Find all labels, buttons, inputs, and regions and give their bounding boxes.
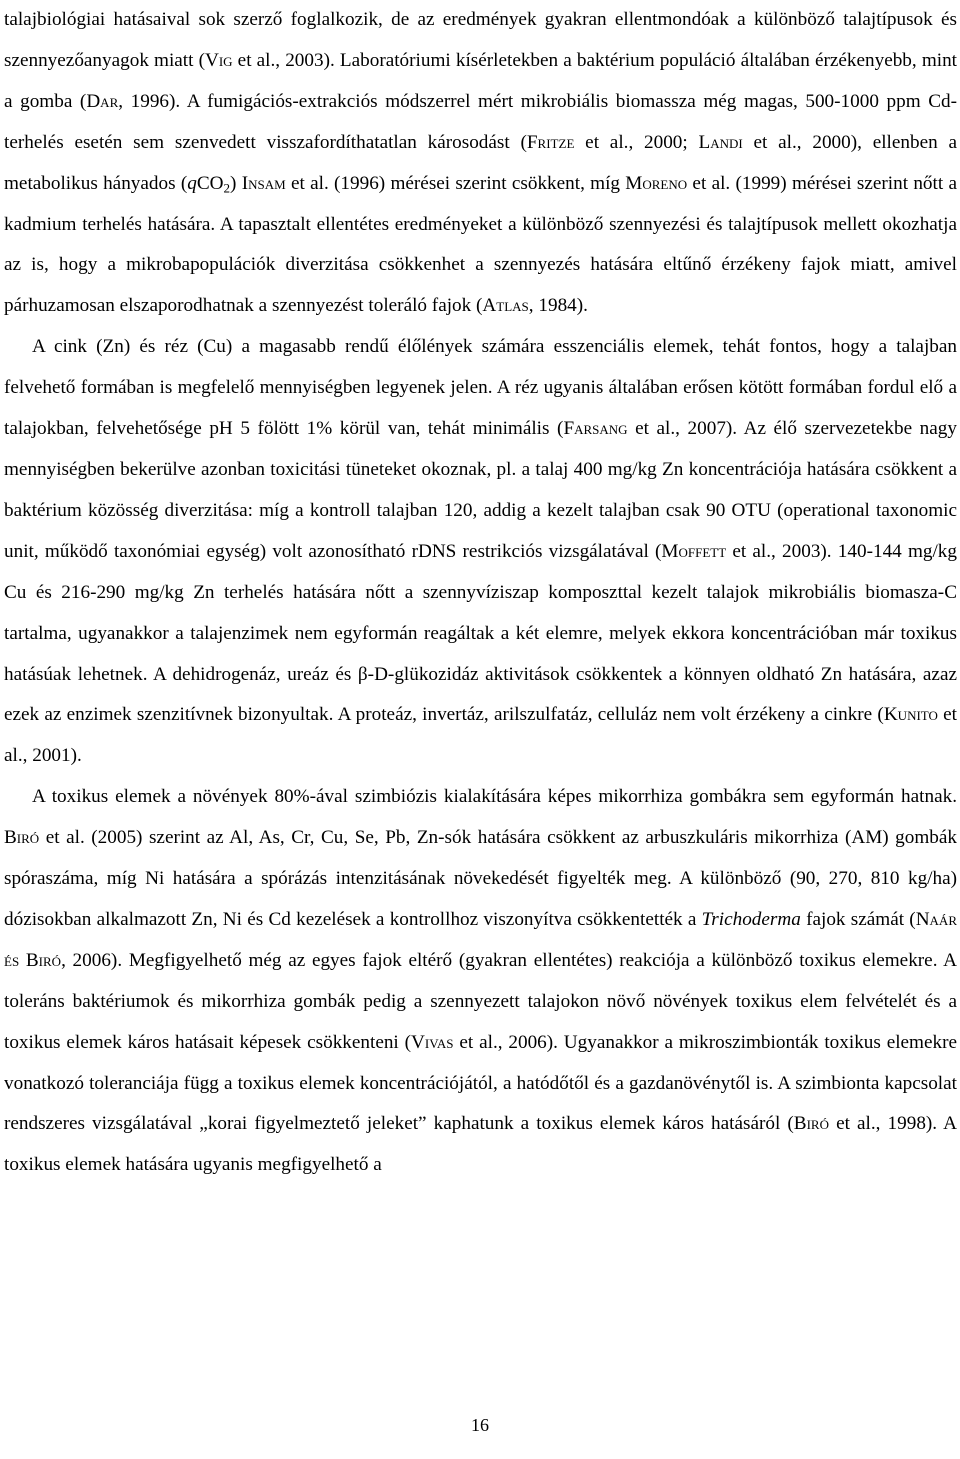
text-run: et al., 2007). Az élő szervezetekbe nagy mennyiségben bekerülve azonban toxicitási tüneteket okoznak, pl. a talaj 400 mg/kg Zn koncentrációja hatására csökkent a baktérium közösség diverzitása: míg a kontroll talajban 120, addig a kezelt talajban csak 90 OTU (operational taxonomic unit, működő taxonómiai egység) volt azonosítható rDNS restrikciós vizsgálatával ( xyxy=(4,418,957,562)
text-run: fajok számát ( xyxy=(800,908,916,930)
citation-author: Naár és Biró xyxy=(4,908,957,971)
text-run: et al., 2003). 140-144 mg/kg Cu és 216-290 mg/kg Zn terhelés hatására nőtt a szennyvíziszap komposzttal kezelt talajok mikrobiális biomasza-C tartalma, ugyanakkor a talajenzimek nem egyformán reagáltak a két elemre, melyek ekkora koncentrációban már toxikus hatásúak lehetnek. A dehidrogenáz, ureáz és β-D-glükozidáz aktivitások csökkentek a könnyen oldható Zn hatására, azaz ezek az enzimek szenzitívnek bizonyultak. A proteáz, invertáz, arilszulfatáz, celluláz nem volt érzékeny a cinkre ( xyxy=(4,540,957,726)
citation-author: Insam xyxy=(241,172,286,194)
citation-author: Dar xyxy=(86,90,119,112)
document-page xyxy=(4,0,957,1186)
citation-author: Atlas xyxy=(482,295,529,317)
text-run: et al. (2005) szerint az Al, As, Cr, Cu, Se, Pb, Zn-sók hatására csökkent az arbuszkuláris mikorrhiza (AM) gombák spóraszáma, míg Ni hatására a spórázás intenzitásának növekedését figyelték meg. A különböző (90, 270, 810 kg/ha) dózisokban alkalmazott Zn, Ni és Cd kezelések a kontrollhoz viszonyítva csökkentették a xyxy=(4,827,957,930)
page-number: 16 xyxy=(471,1415,489,1435)
citation-author: Landi xyxy=(698,131,743,153)
text-run: et al., 1998). A toxikus elemek hatására ugyanis megfigyelhető a xyxy=(4,1113,957,1176)
paragraph-zinc-copper xyxy=(4,327,957,777)
subscript: 2 xyxy=(223,179,231,195)
citation-author: Vig xyxy=(204,49,233,71)
text-run: A toxikus elemek a növények 80%-ával szimbiózis kialakítására képes mikorrhiza gombákra sem egyformán hatnak. xyxy=(32,786,957,808)
text-run: , 2006). Megfigyelhető még az egyes fajok eltérő (gyakran ellentétes) reakciója a különböző toxikus elemekre. A toleráns baktériumok és mikorrhiza gombák pedig a szennyezett talajokon növő növények toxikus elem felvételét és a toxikus elemek káros hatásait képesek csökkenteni ( xyxy=(4,949,957,1053)
text-run: et al., 2000; xyxy=(574,131,699,153)
text-run: et al., 2006). Ugyanakkor a mikroszimbionták toxikus elemekre vonatkozó toleranciája függ a toxikus elemek koncentrációjától, a hatódőtől és a gazdanövénytől is. A szimbionta kapcsolat rendszeres vizsgálatával „korai figyelmeztető jeleket” kaphatunk a toxikus elemek káros hatásáról ( xyxy=(4,1031,957,1135)
paragraph-toxic-elements-mycorrhiza xyxy=(4,777,957,1186)
italic-term: Trichoderma xyxy=(701,908,801,930)
text-run: , 1996). A fumigációs-extrakciós módszerrel mért mikrobiális biomassza még magas, 500-1000 ppm Cd-terhelés esetén sem szenvedett visszafordíthatatlan károsodást ( xyxy=(4,90,957,153)
citation-author: Moffett xyxy=(661,540,727,562)
italic-term: q xyxy=(187,172,197,194)
text-run: et al., 2003). Laboratóriumi kísérletekben a baktérium populáció általában érzékenyebb, mint a gomba ( xyxy=(4,49,957,112)
text-run: , 1984). xyxy=(528,295,588,317)
text-run: CO xyxy=(196,172,224,194)
citation-author: Biró xyxy=(4,827,40,849)
citation-author: Biró xyxy=(793,1113,829,1135)
citation-author: Kunito xyxy=(883,704,938,726)
text-run: et al., 2000), ellenben a metabolikus hányados ( xyxy=(4,131,958,194)
text-run: talajbiológiai hatásaival sok szerző foglalkozik, de az eredmények gyakran ellentmondóak a különböző talajtípusok és szennyezőanyagok miatt ( xyxy=(4,9,957,71)
text-run: et al. (1996) mérései szerint csökkent, míg xyxy=(285,172,626,194)
text-run: et al. (1999) mérései szerint nőtt a kadmium terhelés hatására. A tapasztalt ellentétes eredményeket a különböző szennyezési és talajtípusok mellett okozhatja az is, hogy a mikrobapopulációk diverzitása csökkenhet a szennyezés hatására eltűnő érzékeny fajok miatt, amivel párhuzamosan elszaporodhatnak a szennyezést toleráló fajok ( xyxy=(4,172,957,317)
text-run: et al., 2001). xyxy=(4,704,957,767)
text-run: A cink (Zn) és réz (Cu) a magasabb rendű élőlények számára esszenciális elemek, tehát fontos, hogy a talajban felvehető formában is megfelelő mennyiségben legyenek jelen. A réz ugyanis általában erősen kötött formában fordul elő a talajokban, felvehetősége pH 5 fölött 1% körül van, tehát minimális ( xyxy=(4,336,957,440)
paragraph-metal-effects-microbes xyxy=(4,0,957,327)
text-run: ) xyxy=(230,172,242,194)
citation-author: Vivas xyxy=(411,1031,454,1053)
citation-author: Moreno xyxy=(625,172,688,194)
citation-author: Farsang xyxy=(563,418,628,440)
citation-author: Fritze xyxy=(526,131,575,153)
